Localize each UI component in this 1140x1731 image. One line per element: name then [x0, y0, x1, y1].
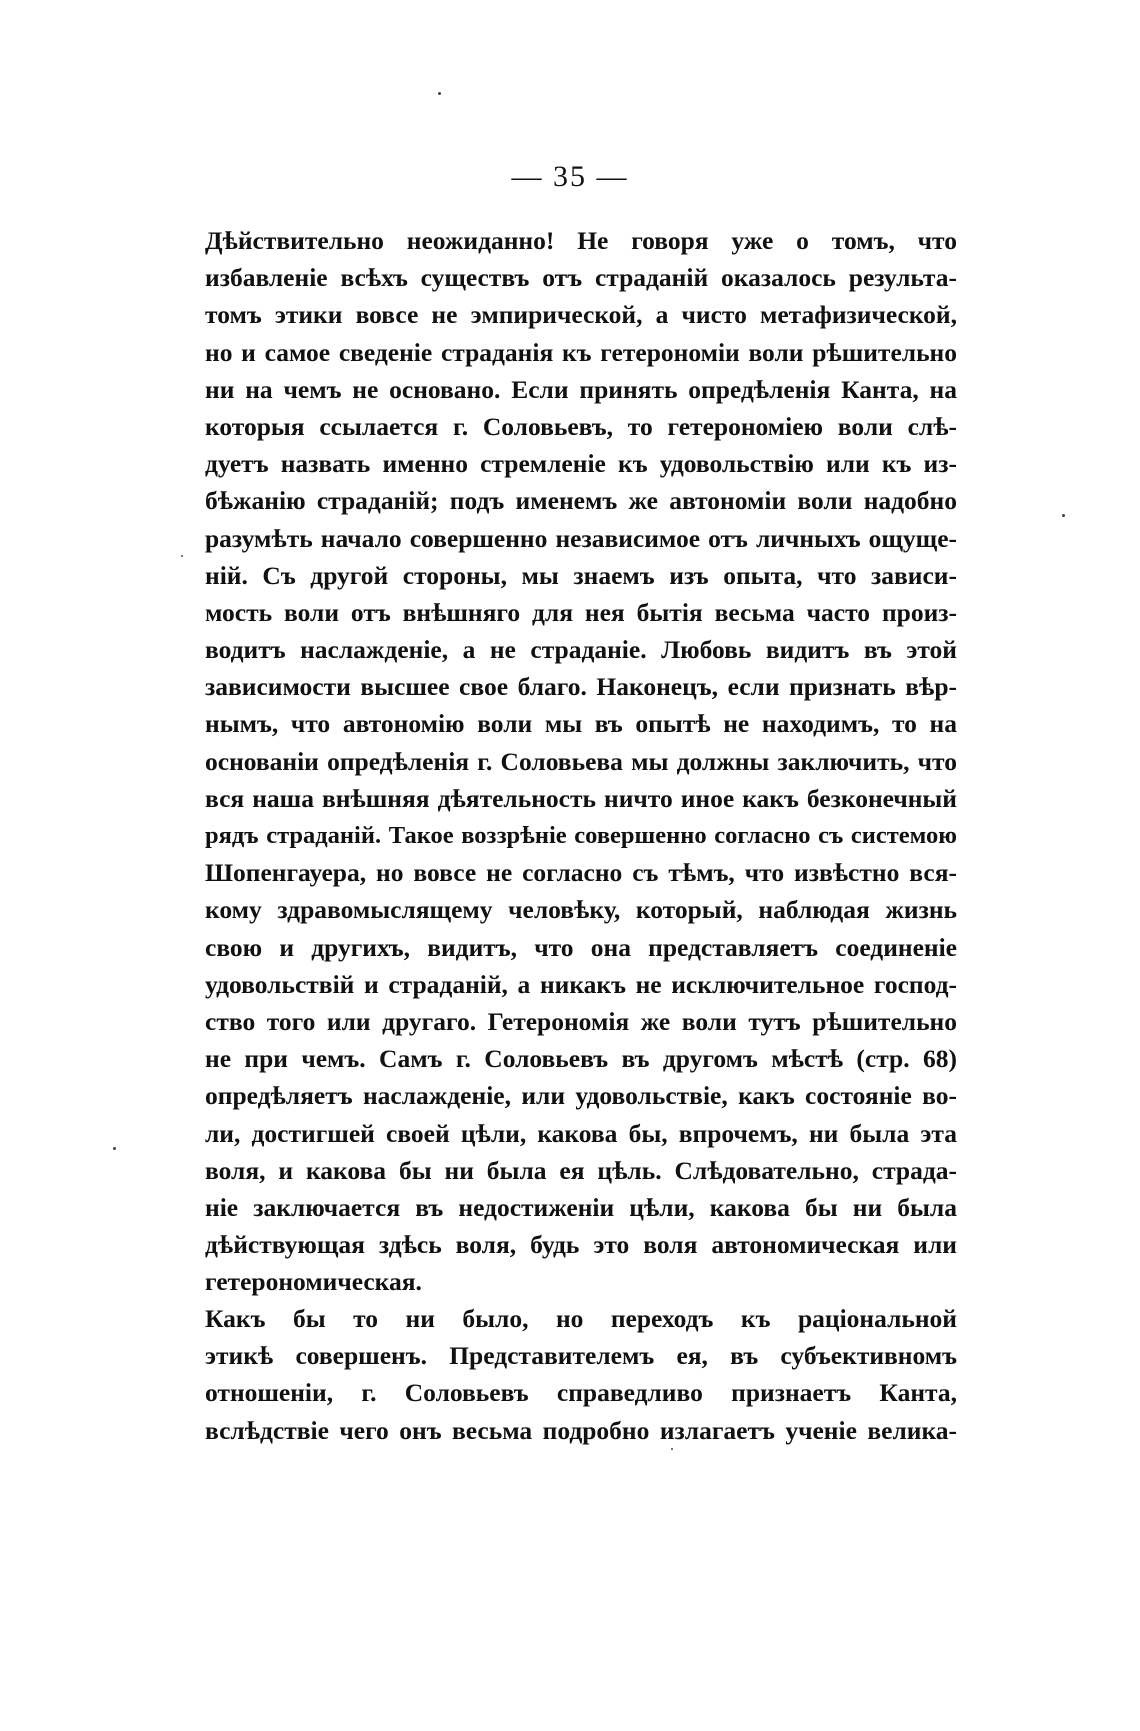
text-line: свою и другихъ, видитъ, что она представляетъ соединеніе — [205, 932, 957, 962]
text-line: которыя ссылается г. Соловьевъ, то гетерономіею воли слѣ- — [205, 411, 957, 441]
text-line: дѣйствующая здѣсь воля, будь это воля автономическая или — [205, 1230, 957, 1260]
text-line: водитъ наслажденіе, а не страданіе. Любовь видитъ въ этой — [205, 635, 957, 665]
text-line: ній. Съ другой стороны, мы знаемъ изъ опыта, что зависи- — [205, 560, 957, 590]
text-line: ни на чемъ не основано. Если принять опредѣленія Канта, на — [205, 374, 957, 404]
text-line: томъ этики вовсе не эмпирической, а чисто метафизической, — [205, 300, 957, 330]
text-line: Дѣйствительно неожиданно! Не говоря уже о томъ, что — [205, 226, 957, 255]
scan-speck — [181, 555, 183, 557]
text-line: избавленіе всѣхъ существъ отъ страданій оказалось результа- — [205, 263, 957, 293]
text-line: бѣжанію страданій; подъ именемъ же автономіи воли надобно — [205, 486, 957, 516]
text-line: не при чемъ. Самъ г. Соловьевъ въ другомъ мѣстѣ (стр. 68) — [205, 1044, 957, 1074]
paragraph-1 — [205, 222, 957, 1300]
text-line: ли, достигшей своей цѣли, какова бы, впрочемъ, ни была эта — [205, 1118, 957, 1148]
text-line: этикѣ совершенъ. Представителемъ ея, въ субъективномъ — [205, 1341, 957, 1371]
text-line: удовольствій и страданій, а никакъ не исключительное господ- — [205, 969, 957, 999]
text-line: вслѣдствіе чего онъ весьма подробно излагаетъ ученіе велика- — [205, 1415, 957, 1445]
text-line: гетерономическая. — [205, 1267, 422, 1297]
text-line: Какъ бы то ни было, но переходъ къ раціональной — [205, 1304, 957, 1333]
paragraph-2 — [205, 1300, 957, 1449]
text-line: нымъ, что автономію воли мы въ опытѣ не находимъ, то на — [205, 709, 957, 739]
text-line: опредѣляетъ наслажденіе, или удовольствіе, какъ состояніе во- — [205, 1081, 957, 1111]
text-line: ство того или другаго. Гетерономія же воли тутъ рѣшительно — [205, 1006, 957, 1036]
text-line: основаніи опредѣленія г. Соловьева мы должны заключить, что — [205, 746, 957, 776]
text-line: зависимости высшее свое благо. Наконецъ, если признать вѣр- — [205, 672, 957, 702]
text-line: кому здравомыслящему человѣку, который, наблюдая жизнь — [205, 895, 957, 925]
text-line: дуетъ назвать именно стремленіе къ удовольствію или къ из- — [205, 449, 957, 479]
text-line: разумѣть начало совершенно независимое отъ личныхъ ощуще- — [205, 523, 957, 553]
scan-speck — [113, 1147, 116, 1150]
text-line: рядъ страданій. Такое воззрѣніе совершенно согласно съ системою — [205, 822, 957, 849]
scan-speck — [671, 1448, 673, 1450]
text-line: ніе заключается въ недостиженіи цѣли, какова бы ни была — [205, 1192, 957, 1222]
scan-speck — [1062, 514, 1065, 517]
text-line: мость воли отъ внѣшняго для нея бытія весьма часто произ- — [205, 597, 957, 627]
text-line: но и самое сведеніе страданія къ гетерономіи воли рѣшительно — [205, 337, 957, 367]
text-line: Шопенгауера, но вовсе не согласно съ тѣмъ, что извѣстно вся- — [205, 858, 957, 888]
scan-speck — [438, 92, 441, 95]
text-line: отношеніи, г. Соловьевъ справедливо признаетъ Канта, — [205, 1378, 957, 1408]
text-line: воля, и какова бы ни была ея цѣль. Слѣдовательно, страда- — [205, 1155, 957, 1185]
text-line: вся наша внѣшняя дѣятельность ничто иное какъ безконечный — [205, 783, 957, 813]
page-number: — 35 — — [511, 160, 629, 193]
